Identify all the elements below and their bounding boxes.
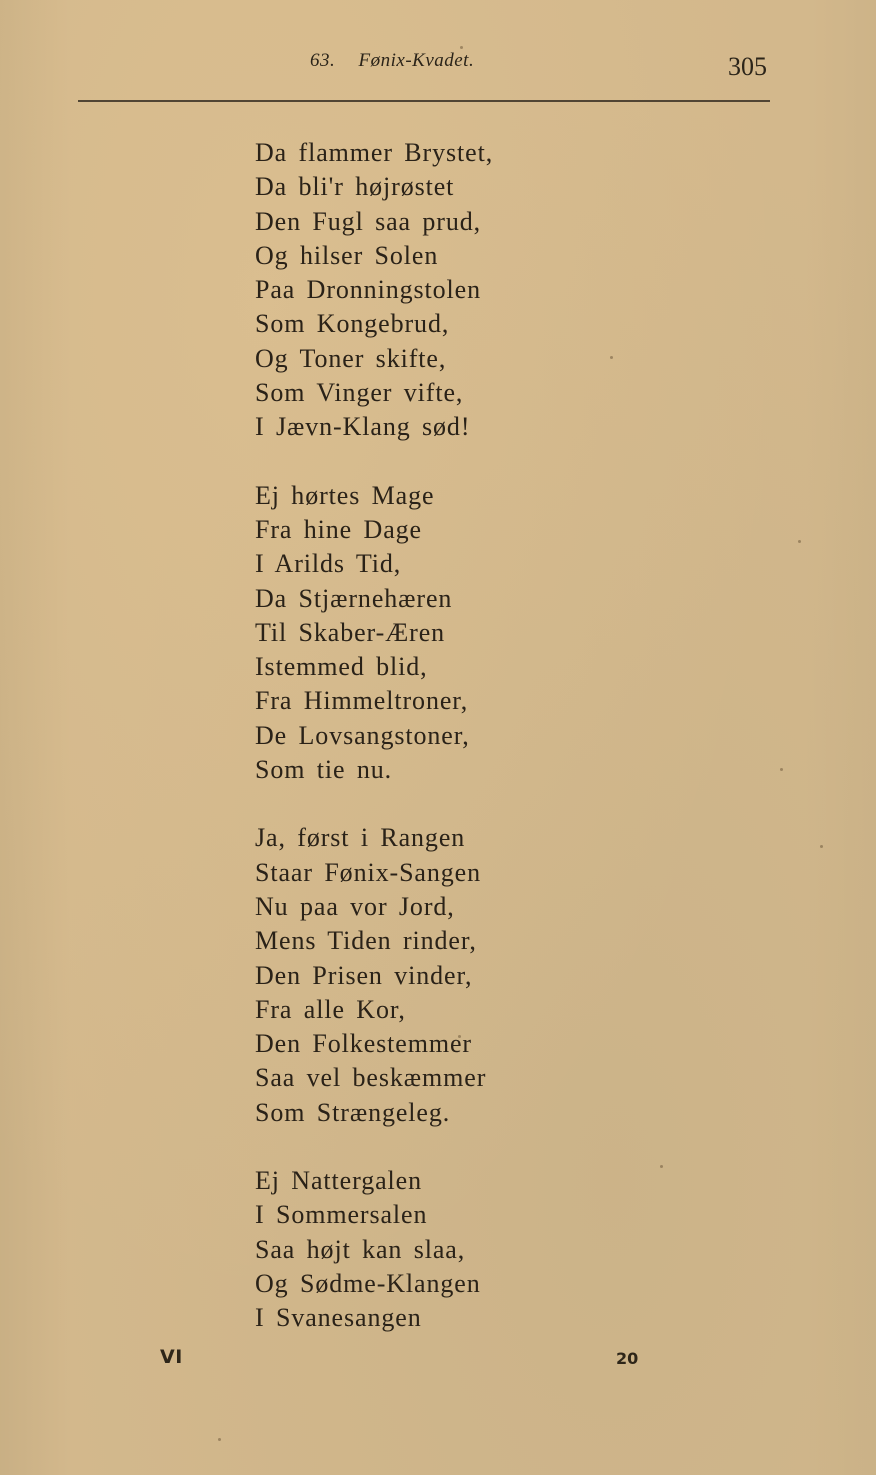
stanza-1 — [255, 136, 493, 445]
verse-line: Ja, først i Rangen — [255, 823, 466, 853]
verse-line: I Svanesangen — [255, 1303, 422, 1333]
verse-line: Staar Fønix-Sangen — [255, 857, 482, 887]
verse-line: Da Stjærnehæren — [255, 583, 453, 613]
verse-line: Og Sødme-Klangen — [255, 1268, 481, 1298]
verse-line: Til Skaber-Æren — [255, 617, 446, 647]
paper-speck — [460, 46, 463, 49]
verse-line: Den Folkestemmer — [255, 1029, 472, 1059]
signature-mark: VI — [160, 1346, 183, 1368]
verse-line: Mens Tiden rinder, — [255, 926, 477, 956]
poem-title: Fønix-Kvadet. — [358, 50, 475, 71]
verse-line: De Lovsangstoner, — [255, 720, 470, 750]
paper-speck — [458, 1035, 461, 1038]
verse-line: Den Fugl saa prud, — [255, 206, 482, 236]
stanza-4 — [255, 1164, 493, 1335]
verse-line: Saa højt kan slaa, — [255, 1234, 466, 1264]
verse-line: Da bli'r højrøstet — [255, 172, 455, 202]
verse-line: Nu paa vor Jord, — [255, 891, 455, 921]
verse-line: Paa Dronningstolen — [255, 275, 482, 305]
paper-speck — [610, 356, 613, 359]
verse-line: Fra alle Kor, — [255, 994, 406, 1024]
verse-line: Saa vel beskæmmer — [255, 1063, 487, 1093]
verse-line: Da flammer Brystet, — [255, 138, 494, 167]
verse-line: Som Strængeleg. — [255, 1097, 451, 1127]
stanza-3 — [255, 821, 493, 1130]
verse-line: Som Kongebrud, — [255, 309, 450, 339]
verse-line: I Arilds Tid, — [255, 549, 402, 579]
sheet-number: 20 — [616, 1349, 639, 1368]
verse-line: Istemmed blid, — [255, 652, 428, 682]
verse-line: I Jævn-Klang sød! — [255, 412, 471, 442]
header-rule — [78, 100, 770, 102]
verse-line: Fra hine Dage — [255, 514, 422, 544]
verse-line: Fra Himmeltroner, — [255, 686, 469, 716]
verse-line: Den Prisen vinder, — [255, 960, 473, 990]
verse-line: Ej hørtes Mage — [255, 480, 435, 510]
page-number: 305 — [728, 52, 767, 81]
poem-number: 63. — [310, 50, 336, 71]
paper-speck — [660, 1165, 663, 1168]
poem-body — [255, 136, 493, 1370]
verse-line: Som tie nu. — [255, 755, 393, 785]
verse-line: Ej Nattergalen — [255, 1166, 423, 1196]
verse-line: I Sommersalen — [255, 1200, 428, 1230]
paper-speck — [798, 540, 801, 543]
stanza-2 — [255, 479, 493, 788]
paper-speck — [780, 768, 783, 771]
verse-line: Og Toner skifte, — [255, 343, 447, 373]
paper-speck — [218, 1438, 221, 1441]
paper-speck — [820, 845, 823, 848]
running-head — [310, 50, 474, 72]
verse-line: Som Vinger vifte, — [255, 378, 464, 408]
verse-line: Og hilser Solen — [255, 240, 439, 270]
